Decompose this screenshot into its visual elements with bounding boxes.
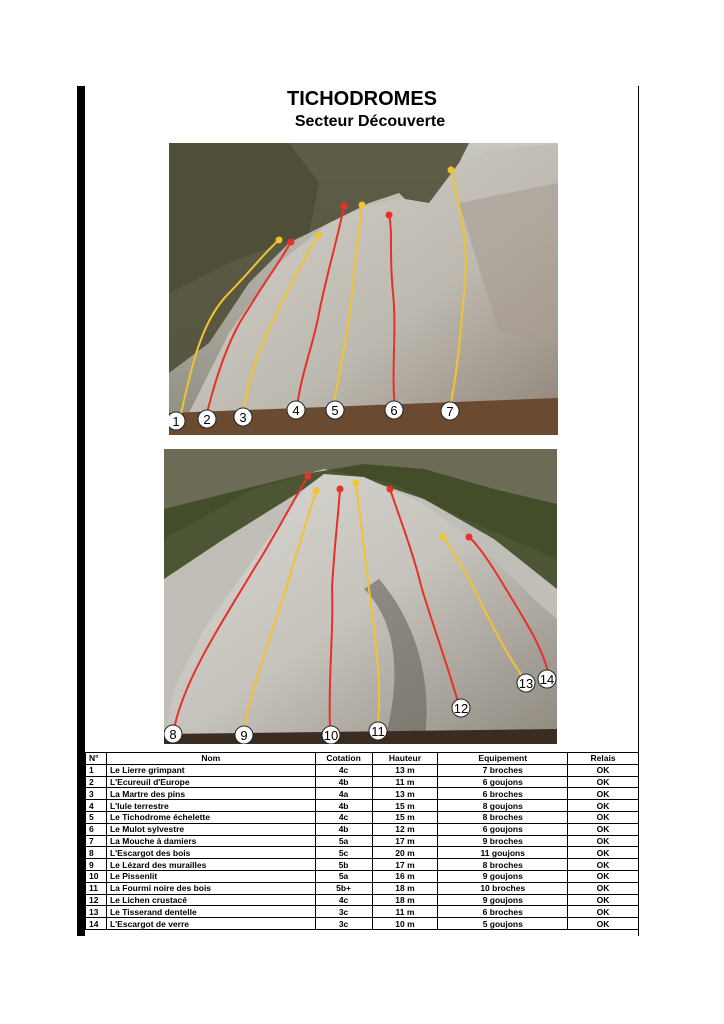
route-number: 3 (86, 788, 107, 800)
route-equipment: 7 broches (438, 764, 568, 776)
route-anchor: OK (568, 823, 639, 835)
route-name: Le Pissenlit (106, 870, 315, 882)
route-height: 12 m (372, 823, 438, 835)
route-marker-8 (164, 725, 182, 743)
svg-text:14: 14 (539, 672, 555, 687)
route-height: 18 m (372, 894, 438, 906)
route-name: Le Lézard des murailles (106, 859, 315, 871)
route-number: 1 (86, 764, 107, 776)
route-number: 7 (86, 835, 107, 847)
svg-text:10: 10 (323, 728, 339, 743)
table-header-row (86, 753, 639, 765)
route-marker-7 (441, 402, 459, 420)
route-anchor: OK (568, 859, 639, 871)
route-number: 13 (86, 906, 107, 918)
svg-text:12: 12 (453, 701, 469, 716)
table-row (86, 847, 639, 859)
route-number: 4 (86, 800, 107, 812)
table-row (86, 918, 639, 930)
svg-text:3: 3 (239, 410, 247, 425)
route-anchor: OK (568, 776, 639, 788)
crag-photo-2 (164, 449, 557, 744)
route-anchor: OK (568, 811, 639, 823)
route-anchor: OK (568, 906, 639, 918)
route-name: L'Iule terrestre (106, 800, 315, 812)
route-height: 17 m (372, 835, 438, 847)
route-height: 20 m (372, 847, 438, 859)
route-height: 15 m (372, 800, 438, 812)
svg-text:6: 6 (390, 403, 398, 418)
route-height: 10 m (372, 918, 438, 930)
svg-text:5: 5 (331, 403, 339, 418)
table-row (86, 859, 639, 871)
route-equipment: 9 broches (438, 835, 568, 847)
route-grade: 4b (315, 800, 372, 812)
route-number: 2 (86, 776, 107, 788)
route-name: La Fourmi noire des bois (106, 882, 315, 894)
route-equipment: 6 broches (438, 788, 568, 800)
column-header-height: Hauteur (372, 753, 438, 765)
svg-text:7: 7 (446, 404, 454, 419)
page-title: TICHODROMES (287, 88, 437, 110)
svg-text:8: 8 (169, 727, 177, 742)
routes-table (85, 752, 639, 930)
svg-text:2: 2 (203, 412, 211, 427)
route-grade: 4c (315, 811, 372, 823)
route-name: Le Tisserand dentelle (106, 906, 315, 918)
route-number: 6 (86, 823, 107, 835)
route-grade: 5b+ (315, 882, 372, 894)
table-row (86, 894, 639, 906)
table-row (86, 882, 639, 894)
route-height: 13 m (372, 788, 438, 800)
route-name: Le Mulot sylvestre (106, 823, 315, 835)
route-grade: 5c (315, 847, 372, 859)
route-number: 11 (86, 882, 107, 894)
route-anchor: OK (568, 800, 639, 812)
column-header-name: Nom (106, 753, 315, 765)
route-marker-1 (169, 412, 185, 430)
page-subtitle: Secteur Découverte (294, 113, 446, 130)
route-name: L'Ecureuil d'Europe (106, 776, 315, 788)
route-anchor: OK (568, 835, 639, 847)
route-height: 16 m (372, 870, 438, 882)
crag-photo-1 (169, 143, 558, 435)
route-anchor: OK (568, 788, 639, 800)
svg-text:1: 1 (172, 414, 180, 429)
route-anchor: OK (568, 764, 639, 776)
route-equipment: 5 goujons (438, 918, 568, 930)
route-marker-14 (538, 670, 556, 688)
route-equipment: 6 goujons (438, 776, 568, 788)
route-grade: 3c (315, 918, 372, 930)
route-height: 17 m (372, 859, 438, 871)
column-header-number: N° (86, 753, 107, 765)
route-anchor: OK (568, 882, 639, 894)
route-number: 5 (86, 811, 107, 823)
route-height: 18 m (372, 882, 438, 894)
column-header-grade: Cotation (315, 753, 372, 765)
route-grade: 4c (315, 894, 372, 906)
route-height: 11 m (372, 906, 438, 918)
route-name: Le Lichen crustacé (106, 894, 315, 906)
table-row (86, 800, 639, 812)
route-grade: 4a (315, 788, 372, 800)
route-marker-3 (234, 408, 252, 426)
table-row (86, 835, 639, 847)
route-marker-12 (452, 699, 470, 717)
route-name: La Martre des pins (106, 788, 315, 800)
left-margin-bar (77, 86, 85, 936)
route-number: 9 (86, 859, 107, 871)
route-grade: 4b (315, 823, 372, 835)
route-grade: 5a (315, 870, 372, 882)
svg-text:11: 11 (371, 724, 385, 739)
route-equipment: 11 goujons (438, 847, 568, 859)
svg-text:4: 4 (292, 403, 300, 418)
route-number: 8 (86, 847, 107, 859)
route-grade: 5b (315, 859, 372, 871)
table-row (86, 788, 639, 800)
route-marker-11 (369, 722, 387, 740)
route-name: La Mouche à damiers (106, 835, 315, 847)
route-anchor: OK (568, 870, 639, 882)
route-equipment: 8 broches (438, 811, 568, 823)
route-marker-5 (326, 401, 344, 419)
svg-text:9: 9 (240, 728, 248, 743)
route-marker-10 (322, 726, 340, 744)
route-height: 11 m (372, 776, 438, 788)
route-name: L'Escargot de verre (106, 918, 315, 930)
route-equipment: 6 broches (438, 906, 568, 918)
column-header-equipment: Equipement (438, 753, 568, 765)
route-equipment: 8 broches (438, 859, 568, 871)
table-row (86, 870, 639, 882)
table-row (86, 823, 639, 835)
route-anchor: OK (568, 918, 639, 930)
route-grade: 5a (315, 835, 372, 847)
route-number: 10 (86, 870, 107, 882)
route-number: 12 (86, 894, 107, 906)
route-anchor: OK (568, 894, 639, 906)
route-anchor: OK (568, 847, 639, 859)
route-equipment: 9 goujons (438, 894, 568, 906)
route-equipment: 6 goujons (438, 823, 568, 835)
route-equipment: 9 goujons (438, 870, 568, 882)
route-marker-4 (287, 401, 305, 419)
route-equipment: 10 broches (438, 882, 568, 894)
route-grade: 4b (315, 776, 372, 788)
route-marker-2 (198, 410, 216, 428)
route-marker-13 (517, 674, 535, 692)
route-marker-6 (385, 401, 403, 419)
route-name: Le Tichodrome échelette (106, 811, 315, 823)
table-row (86, 776, 639, 788)
table-row (86, 811, 639, 823)
route-grade: 3c (315, 906, 372, 918)
route-grade: 4c (315, 764, 372, 776)
route-equipment: 8 goujons (438, 800, 568, 812)
svg-text:13: 13 (518, 676, 534, 691)
table-row (86, 764, 639, 776)
table-row (86, 906, 639, 918)
route-height: 15 m (372, 811, 438, 823)
column-header-anchor: Relais (568, 753, 639, 765)
route-marker-9 (235, 726, 253, 744)
route-number: 14 (86, 918, 107, 930)
route-name: Le Lierre grimpant (106, 764, 315, 776)
route-height: 13 m (372, 764, 438, 776)
route-name: L'Escargot des bois (106, 847, 315, 859)
